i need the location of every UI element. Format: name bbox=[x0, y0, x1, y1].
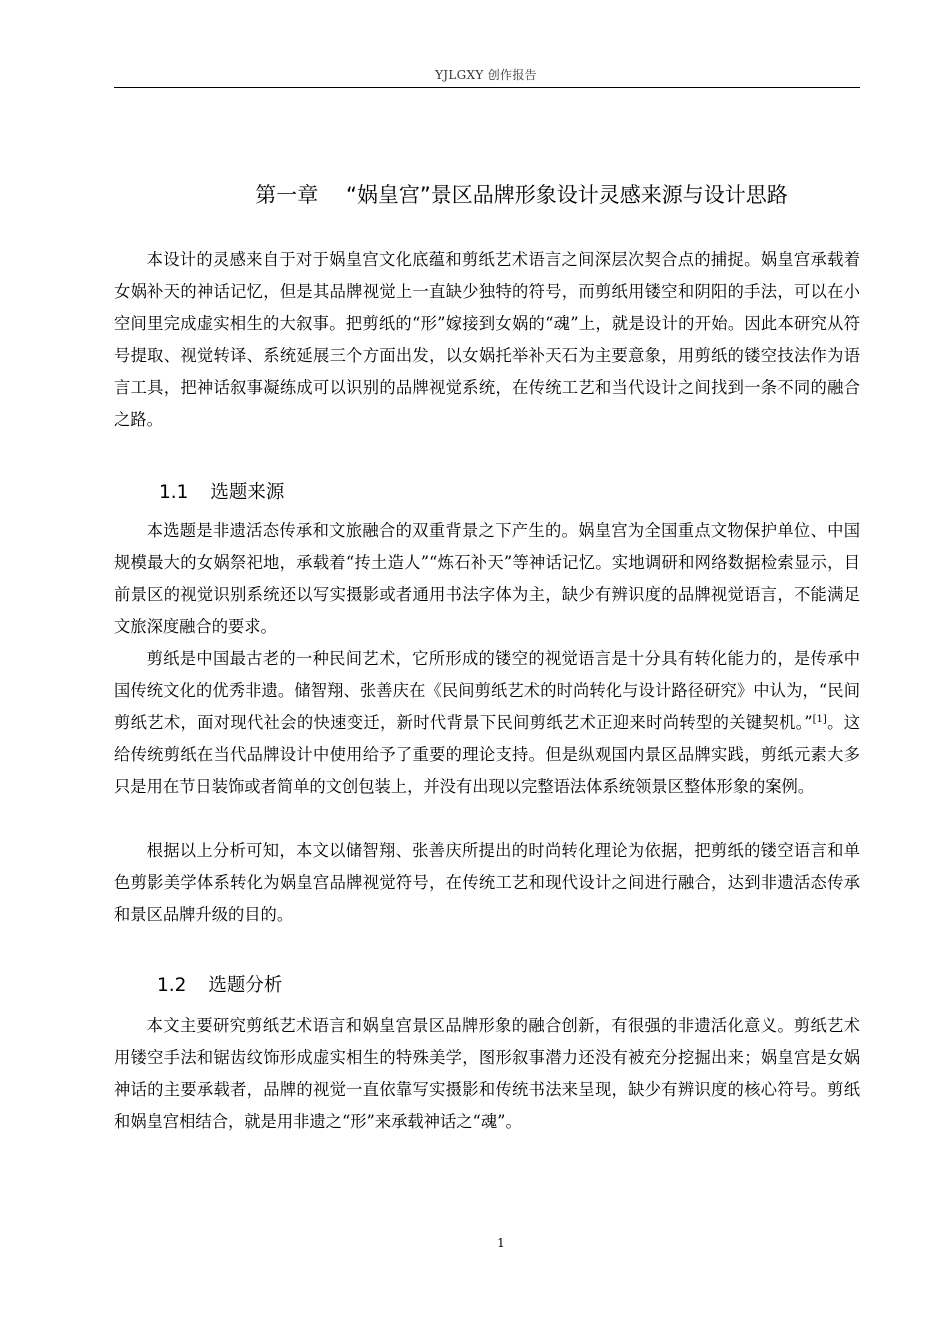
header-divider bbox=[114, 87, 860, 88]
page-number: 1 bbox=[497, 1236, 505, 1250]
paragraph-text: 剪纸是中国最古老的一种民间艺术，它所形成的镂空的视觉语言是十分具有转化能力的，是传承中国传统文化的优秀非遗。储智翔、张善庆在《民间剪纸艺术的时尚转化与设计路径研究》中认为，“民间剪纸艺术，面对现代社会的快速变迁，新时代背景下民间剪纸艺术正迎来时尚转型的关键契机。” bbox=[114, 649, 860, 732]
paragraph-text-continued: 。这给传统剪纸在当代品牌设计中使用给予了重要的理论支持。但是纵观国内景区品牌实践，剪纸元素大多只是用在节日装饰或者简单的文创包装上，并没有出现以完整语法体系统领景区整体形象的案例。 bbox=[114, 713, 860, 796]
section-heading-1-1 bbox=[159, 478, 284, 504]
section-number: 1.2 bbox=[157, 975, 187, 996]
section-number: 1.1 bbox=[159, 482, 189, 503]
section-1-1-paragraph-2 bbox=[114, 643, 860, 803]
section-title-text: 选题来源 bbox=[210, 482, 285, 503]
section-title-text: 选题分析 bbox=[208, 975, 283, 996]
chapter-title: 第一章 “娲皇宫”景区品牌形象设计灵感来源与设计思路 bbox=[255, 183, 788, 207]
section-1-2-paragraph-1: 本文主要研究剪纸艺术语言和娲皇宫景区品牌形象的融合创新，有很强的非遗活化意义。剪纸艺术用镂空手法和锯齿纹饰形成虚实相生的特殊美学，图形叙事潜力还没有被充分挖掘出来；娲皇宫是女娲神话的主要承载者，品牌的视觉一直依靠写实摄影和传统书法来呈现，缺少有辨识度的核心符号。剪纸和娲皇宫相结合，就是用非遗之“形”来承载神话之“魂”。 bbox=[114, 1016, 860, 1131]
section-heading-1-2 bbox=[157, 971, 282, 997]
section-1-1-paragraph-1: 本选题是非遗活态传承和文旅融合的双重背景之下产生的。娲皇宫为全国重点文物保护单位、中国规模最大的女娲祭祀地，承载着“抟土造人”“炼石补天”等神话记忆。实地调研和网络数据检索显示，目前景区的视觉识别系统还以写实摄影或者通用书法字体为主，缺少有辨识度的品牌视觉语言，不能满足文旅深度融合的要求。 bbox=[114, 521, 860, 636]
citation-reference[interactable]: [1] bbox=[812, 714, 827, 725]
section-1-1-paragraph-3: 根据以上分析可知，本文以储智翔、张善庆所提出的时尚转化理论为依据，把剪纸的镂空语言和单色剪影美学体系转化为娲皇宫品牌视觉符号，在传统工艺和现代设计之间进行融合，达到非遗活态传承和景区品牌升级的目的。 bbox=[114, 841, 860, 924]
chapter-intro-paragraph: 本设计的灵感来自于对于娲皇宫文化底蕴和剪纸艺术语言之间深层次契合点的捕捉。娲皇宫承载着女娲补天的神话记忆，但是其品牌视觉上一直缺少独特的符号，而剪纸用镂空和阴阳的手法，可以在小空间里完成虚实相生的大叙事。把剪纸的“形”嫁接到女娲的“魂”上，就是设计的开始。因此本研究从符号提取、视觉转译、系统延展三个方面出发，以女娲托举补天石为主要意象，用剪纸的镂空技法作为语言工具，把神话叙事凝练成可以识别的品牌视觉系统，在传统工艺和当代设计之间找到一条不同的融合之路。 bbox=[114, 250, 860, 429]
running-header: YJLGXY 创作报告 bbox=[435, 68, 537, 82]
